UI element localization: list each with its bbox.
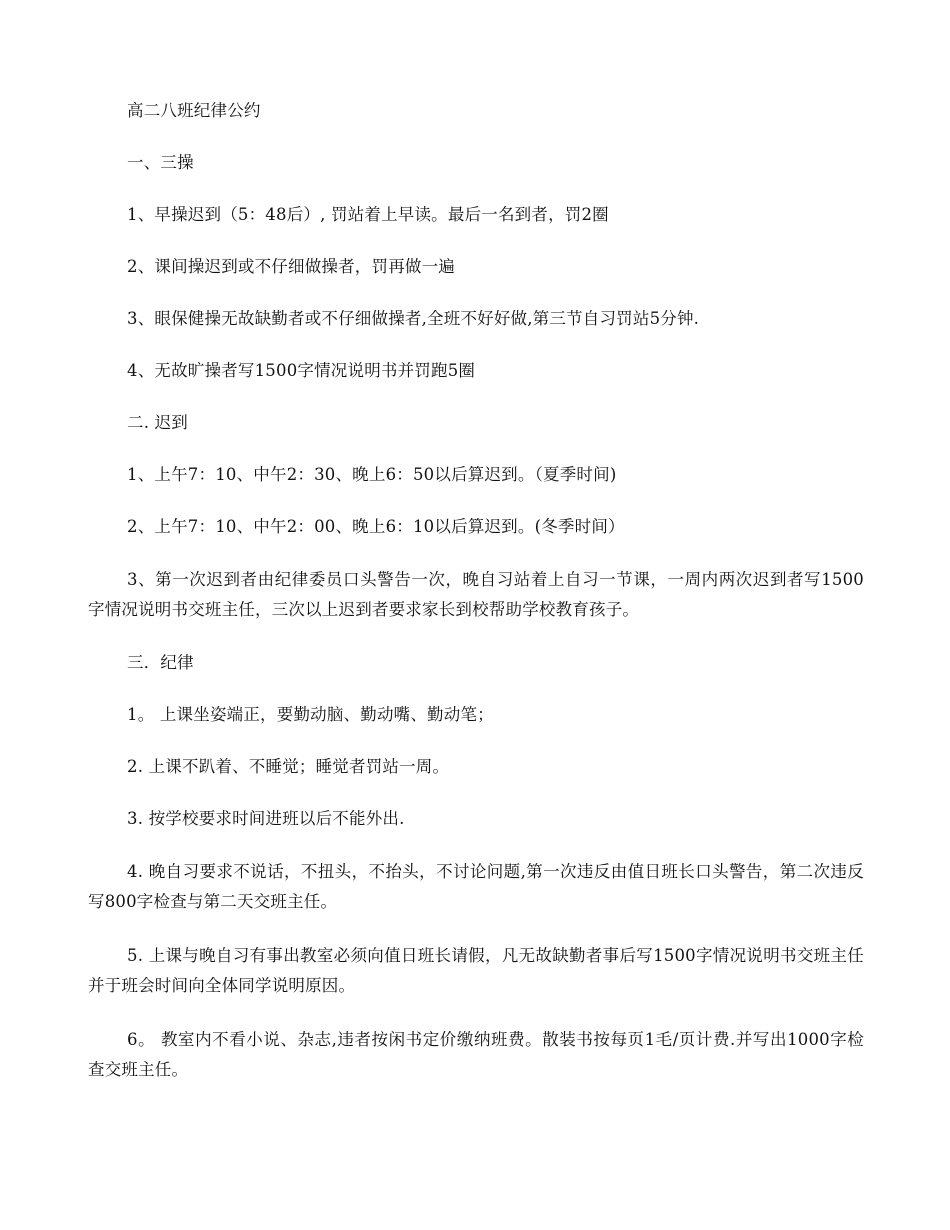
section-heading-exercises: 一、三操	[127, 153, 194, 172]
rule-paragraph: 3、眼保健操无故缺勤者或不仔细做操者,全班不好好做,第三节自习罚站5分钟.	[127, 309, 700, 328]
rule-paragraph: 1、早操迟到（5：48后）, 罚站着上早读。最后一名到者，罚2圈	[127, 205, 609, 224]
section-heading-discipline: 三．纪律	[127, 653, 194, 672]
document-title: 高二八班纪律公约	[127, 101, 261, 120]
document-body	[88, 97, 864, 1109]
rule-paragraph: 2. 上课不趴着、不睡觉；睡觉者罚站一周。	[127, 757, 450, 776]
rule-paragraph: 4、无故旷操者写1500字情况说明书并罚跑5圈	[127, 361, 476, 380]
rule-paragraph: 6。 教室内不看小说、杂志,违者按闲书定价缴纳班费。散装书按每页1毛/页计费.并写出1000字检查交班主任。	[88, 1030, 864, 1079]
rule-paragraph: 3、第一次迟到者由纪律委员口头警告一次，晚自习站着上自习一节课，一周内两次迟到者写1500字情况说明书交班主任，三次以上迟到者要求家长到校帮助学校教育孩子。	[88, 570, 864, 619]
rule-paragraph: 4. 晚自习要求不说话，不扭头，不抬头，不讨论问题,第一次违反由值日班长口头警告，第二次违反写800字检查与第二天交班主任。	[88, 862, 864, 911]
rule-paragraph: 1、上午7：10、中午2：30、晚上6：50以后算迟到。（夏季时间)	[127, 465, 617, 484]
rule-paragraph: 3. 按学校要求时间进班以后不能外出.	[127, 809, 405, 828]
rule-paragraph: 2、课间操迟到或不仔细做操者，罚再做一遍	[127, 257, 455, 276]
section-heading-lateness: 二. 迟到	[127, 413, 188, 432]
rule-paragraph: 2、上午7：10、中午2：00、晚上6：10以后算迟到。(冬季时间）	[127, 517, 625, 536]
rule-paragraph: 5. 上课与晚自习有事出教室必须向值日班长请假，凡无故缺勤者事后写1500字情况说明书交班主任并于班会时间向全体同学说明原因。	[88, 946, 864, 995]
rule-paragraph: 1。 上课坐姿端正，要勤动脑、勤动嘴、勤动笔；	[127, 705, 494, 724]
